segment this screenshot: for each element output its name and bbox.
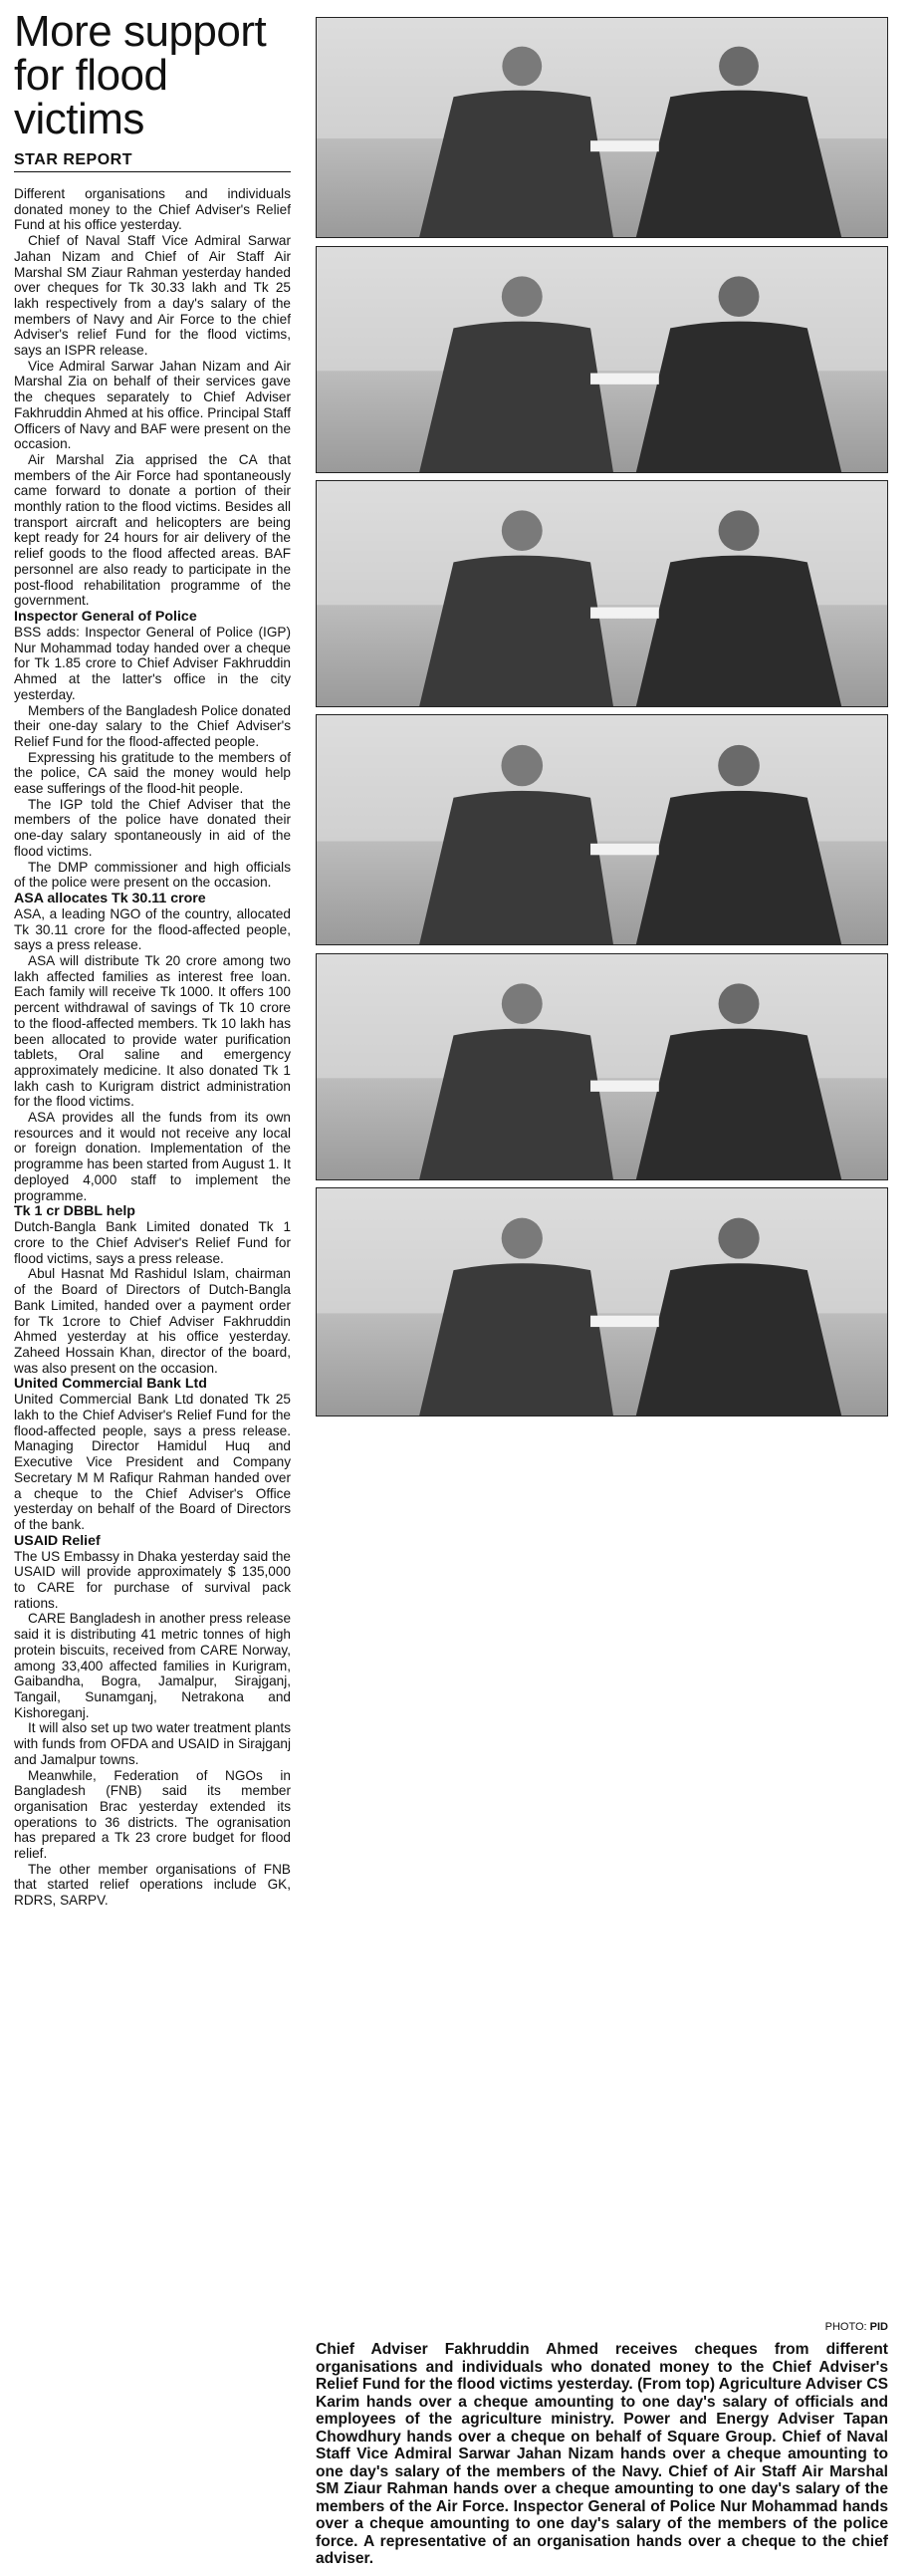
photo-handover-igp xyxy=(316,953,888,1180)
headline-line: victims xyxy=(14,95,144,143)
body-paragraph: BSS adds: Inspector General of Police (IGP) Nur Mohammad today handed over a cheque for Tk 1.85 crore to Chief Adviser Fakhruddin Ahmed at the latter's office in the city yesterday. xyxy=(14,624,291,702)
photo-image xyxy=(317,715,887,944)
body-paragraph: The DMP commissioner and high officials of the police were present on the occasion. xyxy=(14,859,291,891)
byline: STAR REPORT xyxy=(14,151,291,172)
photo-handover-power-energy-adviser xyxy=(316,246,888,473)
body-paragraph: The US Embassy in Dhaka yesterday said the USAID will provide approximately $ 135,000 to CARE for purchase of survival pack rations. xyxy=(14,1548,291,1611)
body-paragraph: Meanwhile, Federation of NGOs in Bangladesh (FNB) said its member organisation Brac yesterday extended its operations to 36 districts. The ogranisation has prepared a Tk 23 crore budget for flood relief. xyxy=(14,1767,291,1862)
photo-caption: Chief Adviser Fakhruddin Ahmed receives cheques from different organisations and individuals who donated money to the Chief Adviser's Relief Fund for the flood victims yesterday. (From top) Agriculture Adviser CS Karim hands over a cheque amounting to one day's salary of officials and employees of the agriculture ministry. Power and Energy Adviser Tapan Chowdhury hands over a cheque on behalf of Square Group. Chief of Naval Staff Vice Admiral Sarwar Jahan Nizam hands over a cheque amounting to one day's salary of the members of the Navy. Chief of Air Staff Air Marshal SM Ziaur Rahman hands over a cheque amounting to one day's salary of the members of the Air Force. Inspector General of Police Nur Mohammad hands over a cheque amounting to one day's salary of the members of the police force. A representative of an organisation hands over a cheque to the chief adviser. xyxy=(316,2341,888,2567)
body-paragraph: It will also set up two water treatment plants with funds from OFDA and USAID in Sirajganj and Jamalpur towns. xyxy=(14,1720,291,1767)
section-subhead: United Commercial Bank Ltd xyxy=(14,1376,207,1393)
body-paragraph: Air Marshal Zia apprised the CA that members of the Air Force had spontaneously came forward to donate a portion of their monthly ration to the flood victims. Besides all transport aircraft and helicopters are being kept ready for 24 hours for air delivery of the relief goods to the flood affected areas. BAF personnel are also ready to participate in the post-flood rehabilitation programme of the government. xyxy=(14,451,291,609)
article-column xyxy=(14,7,291,1909)
headline xyxy=(14,7,291,143)
body-paragraph: Different organisations and individuals donated money to the Chief Adviser's Relief Fund at his office yesterday. xyxy=(14,186,291,233)
body-paragraph: Dutch-Bangla Bank Limited donated Tk 1 crore to the Chief Adviser's Relief Fund for flood victims, says a press release. xyxy=(14,1219,291,1266)
body-paragraph: Expressing his gratitude to the members of the police, CA said the money would help ease sufferings of the flood-hit people. xyxy=(14,749,291,797)
photo-image xyxy=(317,247,887,472)
photo-credit xyxy=(316,2321,888,2333)
photo-handover-organisation-rep xyxy=(316,1187,888,1417)
section-subhead: Inspector General of Police xyxy=(14,608,197,625)
photo-image xyxy=(317,481,887,706)
photo-credit-source: PID xyxy=(869,2321,888,2333)
body-paragraph: ASA, a leading NGO of the country, allocated Tk 30.11 crore for the flood-affected people, says a press release. xyxy=(14,905,291,953)
body-paragraph: United Commercial Bank Ltd donated Tk 25 lakh to the Chief Adviser's Relief Fund for the flood-affected people, says a press release. Managing Director Hamidul Huq and Executive Vice President and Company Secretary M M Rafiqur Rahman handed over a cheque to the Chief Adviser's Office yesterday on behalf of the Board of Directors of the bank. xyxy=(14,1392,291,1532)
photo-image xyxy=(317,1188,887,1416)
photo-credit-label: PHOTO: xyxy=(824,2321,867,2333)
section-subhead: USAID Relief xyxy=(14,1532,101,1549)
body-paragraph: ASA will distribute Tk 20 crore among two lakh affected families as interest free loan. Each family will receive Tk 1000. It offers 100 percent withdrawal of savings of Tk 10 crore to the flood-affected members. Tk 10 lakh has been allocated to provide water purification tablets, Oral saline and emergency approximately medicine. It also donated Tk 1 lakh cash to Kurigram district administration for the flood victims. xyxy=(14,953,291,1110)
section-subhead: Tk 1 cr DBBL help xyxy=(14,1203,135,1220)
section-subhead: ASA allocates Tk 30.11 crore xyxy=(14,890,206,906)
photo-image xyxy=(317,954,887,1179)
body-paragraph: Vice Admiral Sarwar Jahan Nizam and Air Marshal Zia on behalf of their services gave the cheques separately to Chief Adviser Fakhruddin Ahmed at his office. Principal Staff Officers of Navy and BAF were present on the occasion. xyxy=(14,358,291,452)
article-body xyxy=(14,186,291,1909)
photo-image xyxy=(317,18,887,237)
photo-handover-naval-chief xyxy=(316,480,888,707)
body-paragraph: Abul Hasnat Md Rashidul Islam, chairman of the Board of Directors of Dutch-Bangla Bank Limited, handed over a payment order for Tk 1crore to Chief Adviser Fakhruddin Ahmed yesterday at his office yesterday. Zaheed Hossain Khan, director of the board, was also present on the occasion. xyxy=(14,1266,291,1376)
body-paragraph: Chief of Naval Staff Vice Admiral Sarwar Jahan Nizam and Chief of Air Staff Air Marshal SM Ziaur Rahman yesterday handed over cheques for Tk 30.33 lakh and Tk 25 lakh respectively from a day's salary of the members of Navy and Air Force to the chief Adviser's relief Fund for the flood victims, says an ISPR release. xyxy=(14,233,291,359)
headline-line: for flood xyxy=(14,51,168,100)
body-paragraph: ASA provides all the funds from its own resources and it would not receive any local or foreign donation. Implementation of the programme has been started from August 1. It deployed 4,000 staff to implement the programme. xyxy=(14,1110,291,1203)
photo-handover-air-chief xyxy=(316,714,888,945)
headline-line: More support xyxy=(14,7,267,56)
body-paragraph: Members of the Bangladesh Police donated their one-day salary to the Chief Adviser's Relief Fund for the flood-affected people. xyxy=(14,702,291,749)
body-paragraph: CARE Bangladesh in another press release said it is distributing 41 metric tonnes of high protein biscuits, received from CARE Norway, among 33,400 affected families in Kurigram, Gaibandha, Bogra, Jamalpur, Sirajganj, Tangail, Sunamganj, Netrakona and Kishoreganj. xyxy=(14,1611,291,1720)
photo-handover-agriculture-adviser xyxy=(316,17,888,238)
body-paragraph: The other member organisations of FNB that started relief operations include GK, RDRS, SARPV. xyxy=(14,1861,291,1909)
body-paragraph: The IGP told the Chief Adviser that the members of the police have donated their one-day salary spontaneously in aid of the flood victims. xyxy=(14,796,291,859)
